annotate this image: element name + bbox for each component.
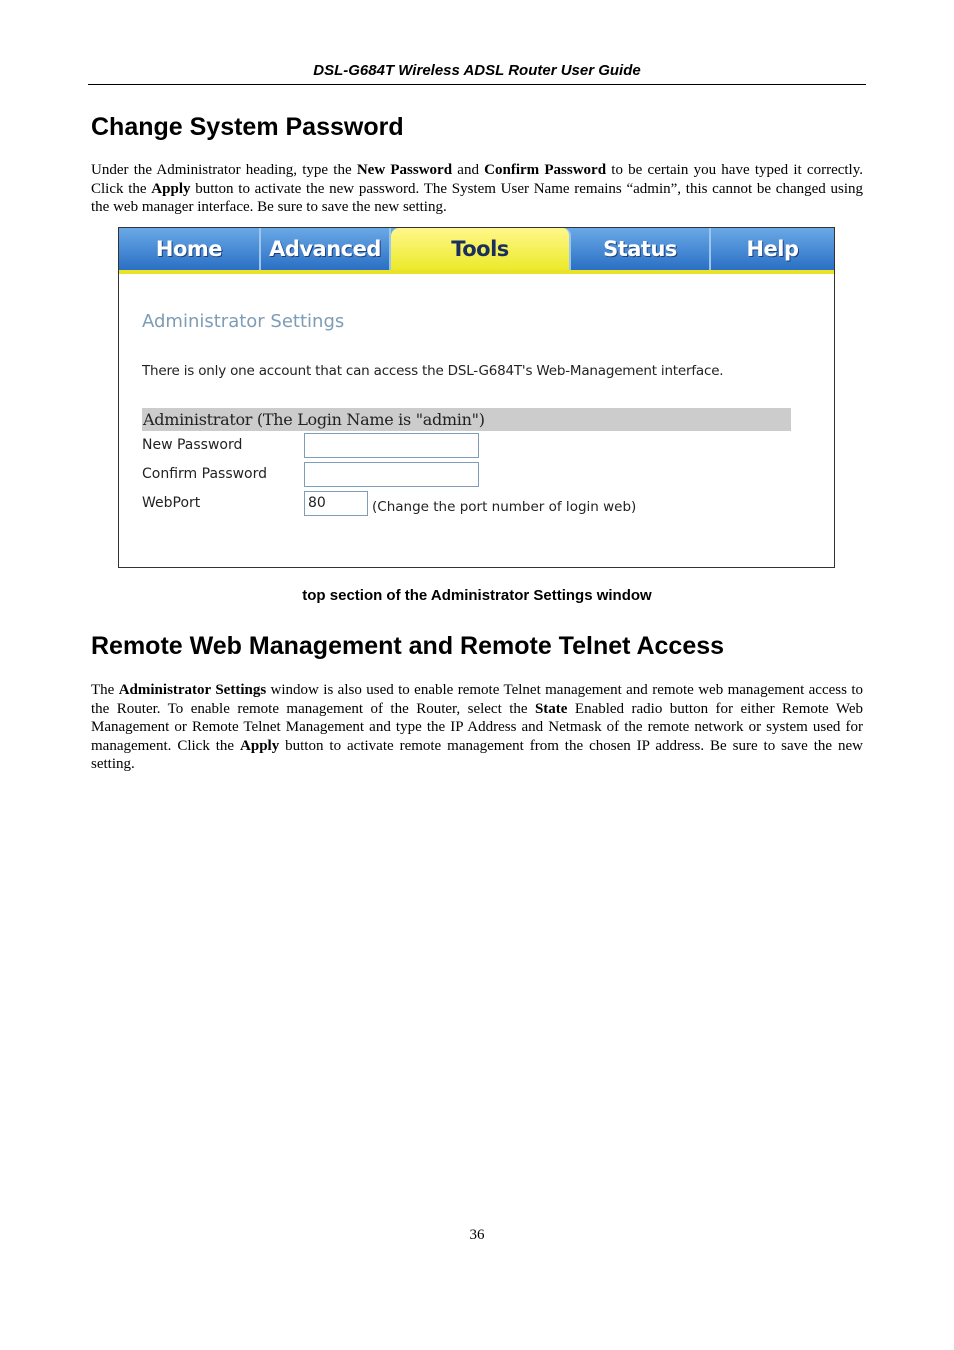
webport-note: (Change the port number of login web) [372, 499, 637, 515]
new-password-label: New Password [142, 437, 243, 453]
tab-status[interactable]: Status [571, 228, 711, 270]
figure-caption: top section of the Administrator Settings window [302, 587, 652, 604]
header-rule [88, 84, 866, 85]
section-paragraph-change-password [91, 161, 863, 217]
text-run: window is also used to enable remote Telnet management and remote web management access to the Router. To enable remote management of the Router, select the [91, 682, 863, 717]
bold-term: State [534, 700, 568, 717]
bold-term: Administrator Settings [118, 682, 267, 698]
tab-home[interactable]: Home [119, 228, 261, 270]
admin-settings-screenshot [118, 227, 835, 568]
new-password-input[interactable] [304, 433, 479, 458]
text-run: button to activate remote management from the chosen IP address. Be sure to save the new setting. [91, 737, 863, 772]
running-header: DSL-G684T Wireless ADSL Router User Guide [313, 62, 641, 79]
webport-label: WebPort [142, 495, 201, 511]
bold-term: Apply [240, 737, 280, 754]
administrator-group-header: Administrator (The Login Name is "admin") [142, 408, 791, 431]
bold-term: Confirm Password [484, 162, 607, 178]
text-run: and [452, 162, 485, 178]
admin-settings-title: Administrator Settings [142, 311, 345, 332]
bold-term: New Password [356, 162, 453, 178]
text-run: button to activate the new password. The System User Name remains “admin”, this cannot be changed using the web manager interface. Be sure to save the new setting. [91, 180, 863, 215]
confirm-password-label: Confirm Password [142, 466, 268, 482]
tab-tools[interactable]: Tools [391, 228, 571, 270]
admin-settings-description: There is only one account that can access the DSL-G684T's Web-Management interface. [142, 363, 724, 379]
nav-bar [119, 228, 834, 274]
tab-advanced[interactable]: Advanced [261, 228, 391, 270]
text-run: to be certain you have typed it correctly. Click the [91, 162, 863, 197]
tab-help[interactable]: Help [746, 237, 799, 261]
text-run: Enabled radio button for either Remote Web Management or Remote Telnet Management and type the IP Address and Netmask of the remote network or system used for management. Click the [91, 700, 863, 754]
text-run: Under the Administrator heading, type the [91, 162, 357, 178]
webport-input[interactable]: 80 [304, 491, 368, 516]
text-run: The [91, 682, 119, 698]
bold-term: Apply [151, 180, 191, 197]
section-paragraph-remote-management [91, 681, 863, 774]
page-number: 36 [469, 1227, 485, 1243]
section-heading-change-password: Change System Password [91, 113, 404, 141]
confirm-password-input[interactable] [304, 462, 479, 487]
section-heading-remote-management: Remote Web Management and Remote Telnet Access [91, 632, 725, 660]
